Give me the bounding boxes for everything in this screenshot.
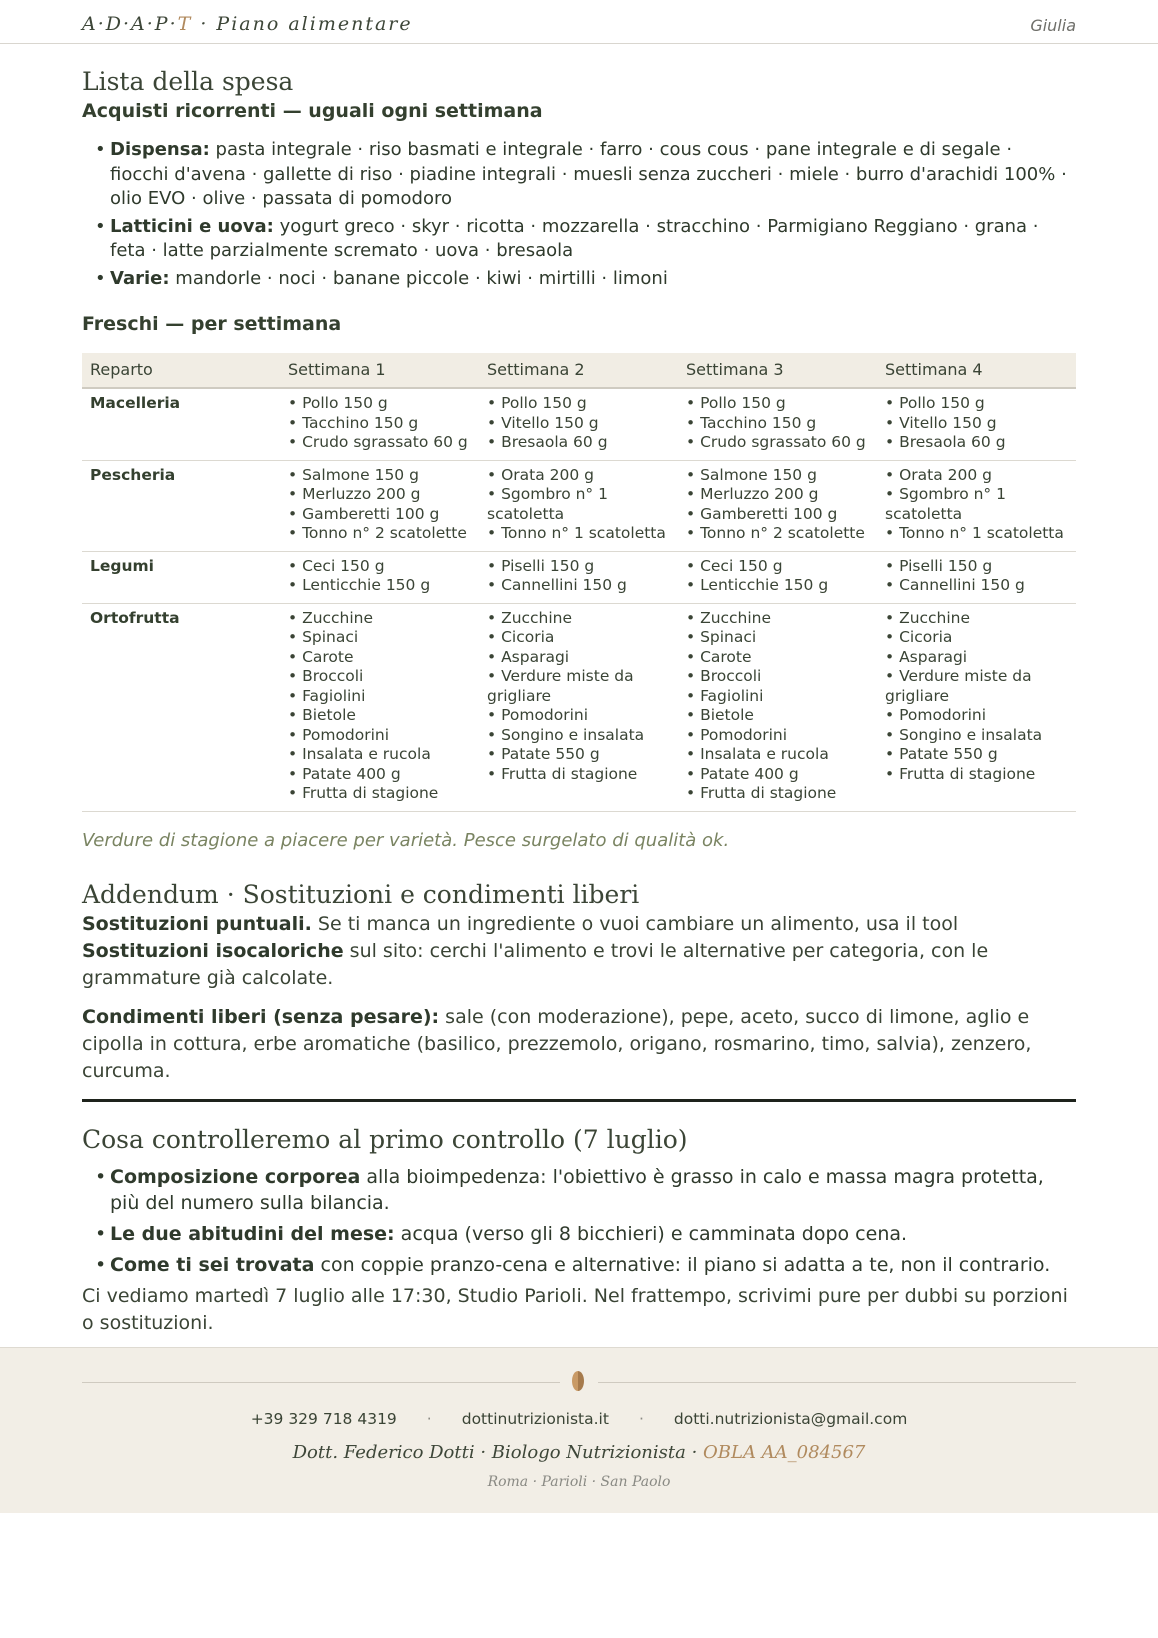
table-cell-item: • Tonno n° 1 scatoletta	[487, 524, 666, 542]
shopping-title: Lista della spesa	[82, 67, 294, 96]
table-cell-item: • Bietole	[288, 706, 356, 724]
checkup-title: Cosa controlleremo al primo controllo (7 luglio)	[82, 1124, 688, 1154]
website-link[interactable]: dottinutrizionista.it	[461, 1410, 609, 1428]
list-item: • Le due abitudini del mese: acqua (verso gli 8 bicchieri) e camminata dopo cena.	[110, 1221, 1076, 1247]
recurring-title: Acquisti ricorrenti — uguali ogni settimana	[82, 100, 543, 122]
footer-contacts: +39 329 718 4319 · dottinutrizionista.it · dotti.nutrizionista@gmail.com	[250, 1410, 908, 1428]
condiments-paragraph: Condimenti liberi (senza pesare): sale (con moderazione), pepe, aceto, succo di limone, aglio e cipolla in cottura, erbe aromatiche (basilico, prezzemolo, origano, rosmarino, timo, salvia), zenzero, curcuma.	[82, 1005, 1032, 1082]
table-cell-item: • Spinaci	[686, 628, 757, 646]
table-header-row	[82, 353, 1076, 388]
checkup-list	[82, 1164, 1076, 1278]
table-cell-item: • Verdure miste da grigliare	[885, 667, 1032, 705]
table-cell-item: • Carote	[288, 647, 354, 666]
fresh-title: Freschi — per settimana	[82, 313, 342, 335]
table-cell-item: • Pomodorini	[885, 706, 987, 724]
table-cell-item: • Frutta di stagione	[885, 764, 1036, 783]
seed-icon	[572, 1371, 584, 1391]
table-cell-item: • Pomodorini	[288, 725, 390, 744]
table-cell-item: • Lenticchie 150 g	[288, 576, 431, 594]
fresh-table	[82, 353, 1076, 812]
substitutions-paragraph: Sostituzioni puntuali. Se ti manca un ingrediente o vuoi cambiare un alimento, usa il tool Sostituzioni isocaloriche sul sito: cerchi l'alimento e trovi le alternative per categoria, con le grammature già calcolate.	[82, 912, 989, 989]
table-cell-item: • Lenticchie 150 g	[686, 576, 829, 594]
table-cell-item: • Patate 550 g	[487, 745, 600, 763]
table-cell-item: • Songino e insalata	[487, 725, 645, 744]
column-header: Settimana 1	[280, 353, 479, 388]
dept-cell: Pescheria	[82, 460, 280, 551]
table-cell-item: • Cicoria	[885, 628, 953, 646]
table-cell-item: • Frutta di stagione	[487, 764, 638, 783]
table-cell-item: • Orata 200 g	[487, 465, 594, 484]
footer	[0, 1347, 1158, 1513]
week-cell	[479, 460, 678, 551]
column-header: Reparto	[82, 353, 280, 388]
table-cell-item: • Zucchine	[686, 608, 772, 627]
brand-title: A·D·A·P·T · Piano alimentare	[82, 13, 413, 35]
table-cell-item: • Merluzzo 200 g	[686, 485, 819, 503]
list-item: • Come ti sei trovata con coppie pranzo-cena e alternative: il piano si adatta a te, non il contrario.	[110, 1252, 1076, 1278]
table-cell-item: • Tonno n° 2 scatolette	[288, 524, 467, 542]
column-header: Settimana 4	[877, 353, 1076, 388]
list-item: • Latticini e uova: yogurt greco · skyr · ricotta · mozzarella · stracchino · Parmigiano Reggiano · grana · feta · latte parzialmente scremato · uova · bresaola	[110, 215, 1076, 264]
table-note: Verdure di stagione a piacere per varietà. Pesce surgelato di qualità ok.	[82, 829, 730, 851]
register-number: OBLA AA_084567	[703, 1442, 866, 1463]
table-cell-item: • Gamberetti 100 g	[288, 504, 440, 523]
section-divider	[82, 1099, 1076, 1102]
dept-cell: Macelleria	[82, 388, 280, 460]
table-cell-item: • Crudo sgrassato 60 g	[288, 433, 468, 451]
week-cell	[280, 603, 479, 811]
table-cell-item: • Zucchine	[487, 608, 573, 627]
table-cell-item: • Broccoli	[686, 667, 762, 685]
dept-cell: Ortofrutta	[82, 603, 280, 811]
table-cell-item: • Frutta di stagione	[288, 784, 439, 802]
week-cell	[678, 603, 877, 811]
table-cell-item: • Crudo sgrassato 60 g	[686, 433, 866, 451]
table-cell-item: • Sgombro n° 1 scatoletta	[487, 485, 608, 523]
table-cell-item: • Zucchine	[288, 608, 374, 627]
table-cell-item: • Bresaola 60 g	[885, 433, 1006, 451]
table-cell-item: • Carote	[686, 647, 752, 666]
recurring-list	[82, 138, 1076, 291]
top-bar	[0, 0, 1158, 44]
table-cell-item: • Tacchino 150 g	[686, 413, 817, 432]
table-cell-item: • Sgombro n° 1 scatoletta	[885, 485, 1006, 523]
table-cell-item: • Pollo 150 g	[885, 394, 985, 412]
table-cell-item: • Ceci 150 g	[686, 556, 783, 575]
closing-paragraph: Ci vediamo martedì 7 luglio alle 17:30, Studio Parioli. Nel frattempo, scrivimi pure per dubbi su porzioni o sostituzioni.	[82, 1284, 1068, 1334]
table-cell-item: • Fagiolini	[686, 686, 764, 705]
list-item: • Dispensa: pasta integrale · riso basmati e integrale · farro · cous cous · pane integrale e di segale · fiocchi d'avena · gallette di riso · piadine integrali · muesli senza zuccheri · miele · burro d'arachidi 100% · olio EVO · olive · passata di pomodoro	[110, 138, 1076, 212]
main-content	[82, 66, 1076, 1337]
week-cell	[678, 460, 877, 551]
list-item: • Composizione corporea alla bioimpedenza: l'obiettivo è grasso in calo e massa magra protetta, più del numero sulla bilancia.	[110, 1164, 1076, 1216]
email-link[interactable]: dotti.nutrizionista@gmail.com	[673, 1410, 908, 1428]
week-cell	[877, 551, 1076, 603]
table-cell-item: • Piselli 150 g	[885, 556, 993, 575]
dept-cell: Legumi	[82, 551, 280, 603]
table-cell-item: • Tacchino 150 g	[288, 413, 419, 432]
footer-divider-right	[598, 1382, 1076, 1383]
table-cell-item: • Patate 400 g	[686, 764, 799, 783]
week-cell	[877, 460, 1076, 551]
table-cell-item: • Pollo 150 g	[487, 394, 587, 412]
table-cell-item: • Bietole	[686, 706, 754, 724]
week-cell	[280, 460, 479, 551]
table-cell-item: • Cannellini 150 g	[885, 576, 1025, 594]
table-cell-item: • Tonno n° 2 scatolette	[686, 524, 865, 542]
table-cell-item: • Insalata e rucola	[686, 745, 829, 763]
table-row	[82, 388, 1076, 460]
column-header: Settimana 2	[479, 353, 678, 388]
list-item: • Varie: mandorle · noci · banane piccole · kiwi · mirtilli · limoni	[110, 267, 1076, 292]
user-name: Giulia	[1030, 16, 1076, 35]
table-cell-item: • Songino e insalata	[885, 725, 1043, 744]
week-cell	[479, 603, 678, 811]
table-cell-item: • Ceci 150 g	[288, 556, 385, 575]
week-cell	[479, 388, 678, 460]
table-row	[82, 551, 1076, 603]
week-cell	[479, 551, 678, 603]
table-cell-item: • Asparagi	[487, 647, 570, 666]
table-cell-item: • Frutta di stagione	[686, 784, 837, 802]
table-cell-item: • Broccoli	[288, 667, 364, 685]
phone-number[interactable]: +39 329 718 4319	[250, 1410, 397, 1428]
week-cell	[280, 388, 479, 460]
week-cell	[678, 551, 877, 603]
signature: Dott. Federico Dotti · Biologo Nutrizionista · OBLA AA_084567	[292, 1442, 866, 1463]
table-cell-item: • Verdure miste da grigliare	[487, 667, 634, 705]
week-cell	[678, 388, 877, 460]
table-cell-item: • Zucchine	[885, 608, 971, 627]
locations: Roma · Parioli · San Paolo	[487, 1474, 671, 1490]
table-cell-item: • Insalata e rucola	[288, 745, 431, 763]
table-cell-item: • Pollo 150 g	[288, 394, 388, 412]
table-cell-item: • Asparagi	[885, 647, 968, 666]
table-cell-item: • Salmone 150 g	[288, 465, 419, 484]
footer-divider-left	[82, 1382, 560, 1383]
table-cell-item: • Gamberetti 100 g	[686, 504, 838, 523]
table-row	[82, 603, 1076, 811]
table-cell-item: • Fagiolini	[288, 686, 366, 705]
table-cell-item: • Bresaola 60 g	[487, 433, 608, 451]
table-cell-item: • Tonno n° 1 scatoletta	[885, 524, 1064, 542]
table-cell-item: • Cicoria	[487, 628, 555, 646]
table-cell-item: • Pomodorini	[686, 725, 788, 744]
table-cell-item: • Salmone 150 g	[686, 465, 817, 484]
column-header: Settimana 3	[678, 353, 877, 388]
week-cell	[877, 388, 1076, 460]
table-cell-item: • Pollo 150 g	[686, 394, 786, 412]
addendum-title: Addendum · Sostituzioni e condimenti liberi	[82, 879, 640, 909]
table-cell-item: • Orata 200 g	[885, 465, 992, 484]
table-cell-item: • Spinaci	[288, 628, 359, 646]
week-cell	[280, 551, 479, 603]
week-cell	[877, 603, 1076, 811]
table-cell-item: • Merluzzo 200 g	[288, 485, 421, 503]
table-cell-item: • Piselli 150 g	[487, 556, 595, 575]
table-cell-item: • Vitello 150 g	[885, 413, 997, 432]
table-cell-item: • Vitello 150 g	[487, 413, 599, 432]
table-cell-item: • Patate 550 g	[885, 745, 998, 763]
table-cell-item: • Patate 400 g	[288, 764, 401, 783]
table-row	[82, 460, 1076, 551]
table-cell-item: • Pomodorini	[487, 706, 589, 724]
table-cell-item: • Cannellini 150 g	[487, 576, 627, 594]
